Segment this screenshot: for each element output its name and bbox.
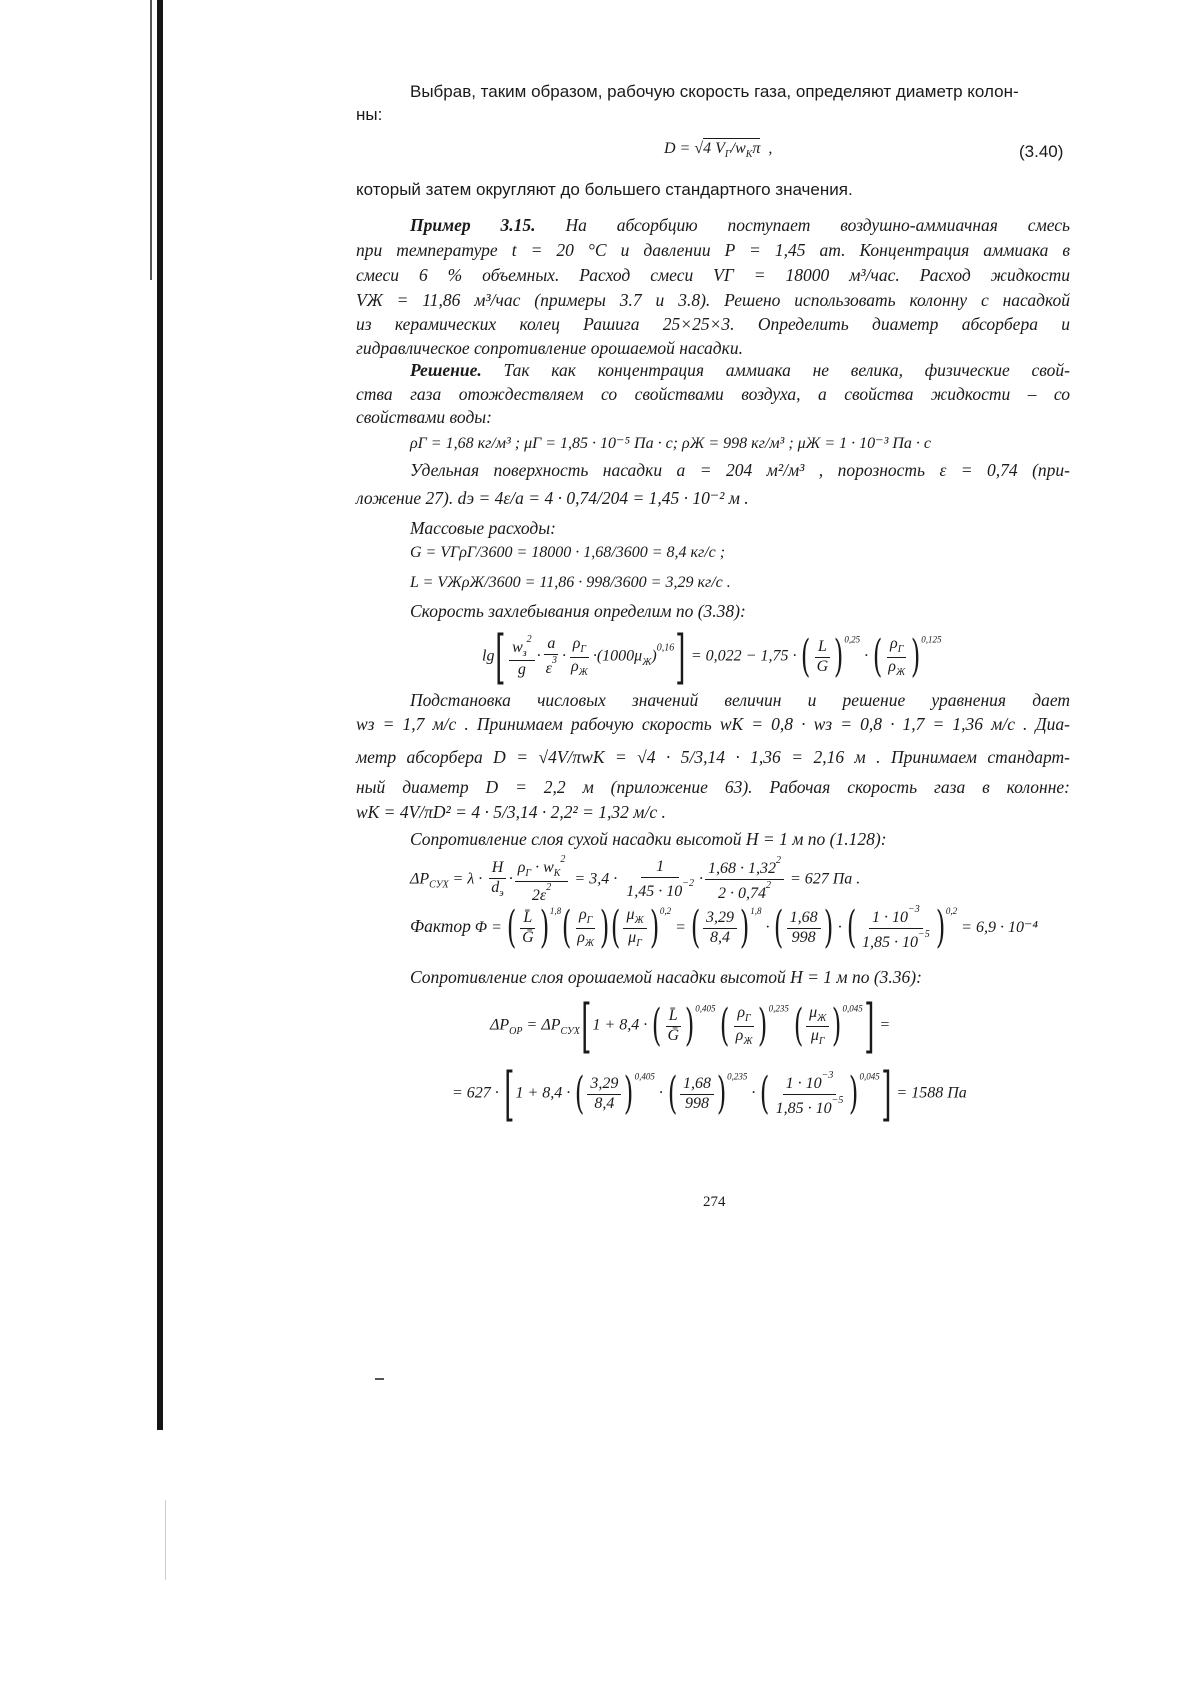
page-number: 274 (703, 1194, 726, 1210)
example-line-2: при температуре t = 20 °С и давлении P = 1,45 ат. Концентрация аммиака в (356, 240, 1070, 260)
formula-3-40: D = √4 $V_Г/w_К\pi$ , (664, 140, 773, 161)
example-line-4: VЖ = 11,86 м³/час (примеры 3.7 и 3.8). Решено использовать колонну с насадкой (356, 290, 1070, 310)
example-label: Пример 3.15. (410, 215, 536, 235)
flooding-equation: lg[ $\frac{w_з^2}{g}$ · $\frac{a}{\varepsilon^3}$ · $\frac{\rho_Г}{\rho_Ж}$ $\cdot(1000\mu_Ж)^{0,16}] = 0,022 - 1,75$ · ( $\frac{L}{G}$ )$^{0,25}$ · ( $\frac{\rho_Г}{\rho_Ж}$ )$^{0,125}$ (482, 623, 942, 691)
mass-flow-g: G = VГρГ/3600 = 18000 · 1,68/3600 = 8,4 кг/с ; (410, 544, 726, 561)
example-line-6: гидравлическое сопротивление орошаемой насадки. (356, 338, 743, 358)
solution-line-3: свойствами воды: (356, 407, 492, 427)
physical-properties: ρГ = 1,68 кг/м³ ; μГ = 1,85 · 10⁻⁵ Па · с; ρЖ = 998 кг/м³ ; μЖ = 1 · 10⁻³ Па · с (410, 435, 932, 452)
substitution-line-1: Подстановка числовых значений величин и решение уравнения дает (410, 690, 1070, 710)
flooding-title: Скорость захлебывания определим по (3.38): (410, 601, 746, 621)
scan-speck (375, 1378, 384, 1380)
dry-resistance-formula: $\Delta P_{СУХ} = \lambda$ · $\frac{H}{d_э}$ · $\frac{\rho_Г \cdot w_К^2}{2\varepsilon^2}$ = 3,4 · $\frac{1}{1,45 \cdot 10^{-2}}$ · $\frac{1,68 \cdot 1,32^2}{2 \cdot 0,74^2}$ = 627 Па . (410, 854, 861, 904)
equation-number: (3.40) (1019, 142, 1064, 161)
factor-formula: Фактор Φ = ( $\frac{L̄}{\text{Ḡ}}$ )$^{1,8}$( $\frac{\rho_Г}{\rho_Ж}$ )( $\frac{\mu_Ж}{\mu_Г}$ )$^{0,2}$ = ( $\frac{3,29}{8,4}$ )$^{1,8}$ · ( $\frac{1,68}{998}$ ) · ( $\frac{1 \cdot 10^{-3}}{1,85 \cdot 10^{-5}}$ )$^{0,2}$ = 6,9 · 10⁻⁴ (410, 902, 1038, 954)
example-line-5: из керамических колец Рашига 25×25×3. Определить диаметр абсорбера и (356, 314, 1070, 334)
dry-resistance-title: Сопротивление слоя сухой насадки высотой H = 1 м по (1.128): (410, 829, 887, 849)
wet-resistance-formula: $\Delta P_{ОР} = \Delta P_{СУХ}[1 + 8,4$ · ( $\frac{L̄}{\text{Ḡ}}$ )$^{0,405}$ ( $\frac{\rho_Г}{\rho_Ж}$ )$^{0,235}$ ( $\frac{\mu_Ж}{\mu_Г}$ )$^{0,045}$] = (490, 992, 891, 1060)
mass-flows-title: Массовые расходы: (410, 518, 556, 538)
wet-resistance-title: Сопротивление слоя орошаемой насадки высотой H = 1 м по (3.36): (410, 967, 922, 987)
intro-line-1: Выбрав, таким образом, рабочую скорость газа, определяют диаметр колон- (410, 82, 1019, 101)
substitution-line-2: wз = 1,7 м/с . Принимаем рабочую скорость wК = 0,8 · wз = 0,8 · 1,7 = 1,36 м/с . Диа- (356, 714, 1070, 734)
example-line-3: смеси 6 % объемных. Расход смеси VГ = 18000 м³/час. Расход жидкости (356, 265, 1070, 285)
substitution-line-4: ный диаметр D = 2,2 м (приложение 63). Рабочая скорость газа в колонне: (356, 777, 1070, 797)
binding-shadow (157, 0, 163, 1430)
substitution-line-3: метр абсорбера D = √4V/πwК = √4 · 5/3,14 · 1,36 = 2,16 м . Принимаем стандарт- (356, 747, 1070, 767)
binding-shadow-edge (150, 0, 152, 280)
surface-line-2: ложение 27). dэ = 4ε/a = 4 · 0,74/204 = 1,45 · 10⁻² м . (356, 488, 749, 508)
solution-label: Решение. (410, 360, 482, 380)
substitution-line-5: wК = 4V/πD² = 4 · 5/3,14 · 2,2² = 1,32 м/с . (356, 802, 666, 822)
scan-artifact (165, 1500, 166, 1580)
solution-line-1: Решение. Так как концентрация аммиака не велика, физические свой- (410, 360, 1070, 380)
surface-line-1: Удельная поверхность насадки a = 204 м²/м³ , порозность ε = 0,74 (при- (410, 460, 1070, 480)
intro-line-2: ны: (356, 105, 383, 124)
intro-after: который затем округляют до большего стандартного значения. (356, 180, 853, 199)
example-line-1: Пример 3.15. На абсорбцию поступает воздушно-аммиачная смесь (410, 215, 1070, 235)
solution-line-2: ства газа отождествляем со свойствами воздуха, а свойства жидкости – со (356, 384, 1070, 404)
wet-resistance-calculation: = 627 · [1 + 8,4 · ( $\frac{3,29}{8,4}$ )$^{0,405}$ · ( $\frac{1,68}{998}$ )$^{0,235}$ · ( $\frac{1 \cdot 10^{-3}}{1,85 \cdot 10^{-5}}$ )$^{0,045}$] = 1588 Па (452, 1060, 967, 1128)
mass-flow-l: L = VЖρЖ/3600 = 11,86 · 998/3600 = 3,29 кг/с . (410, 574, 731, 591)
